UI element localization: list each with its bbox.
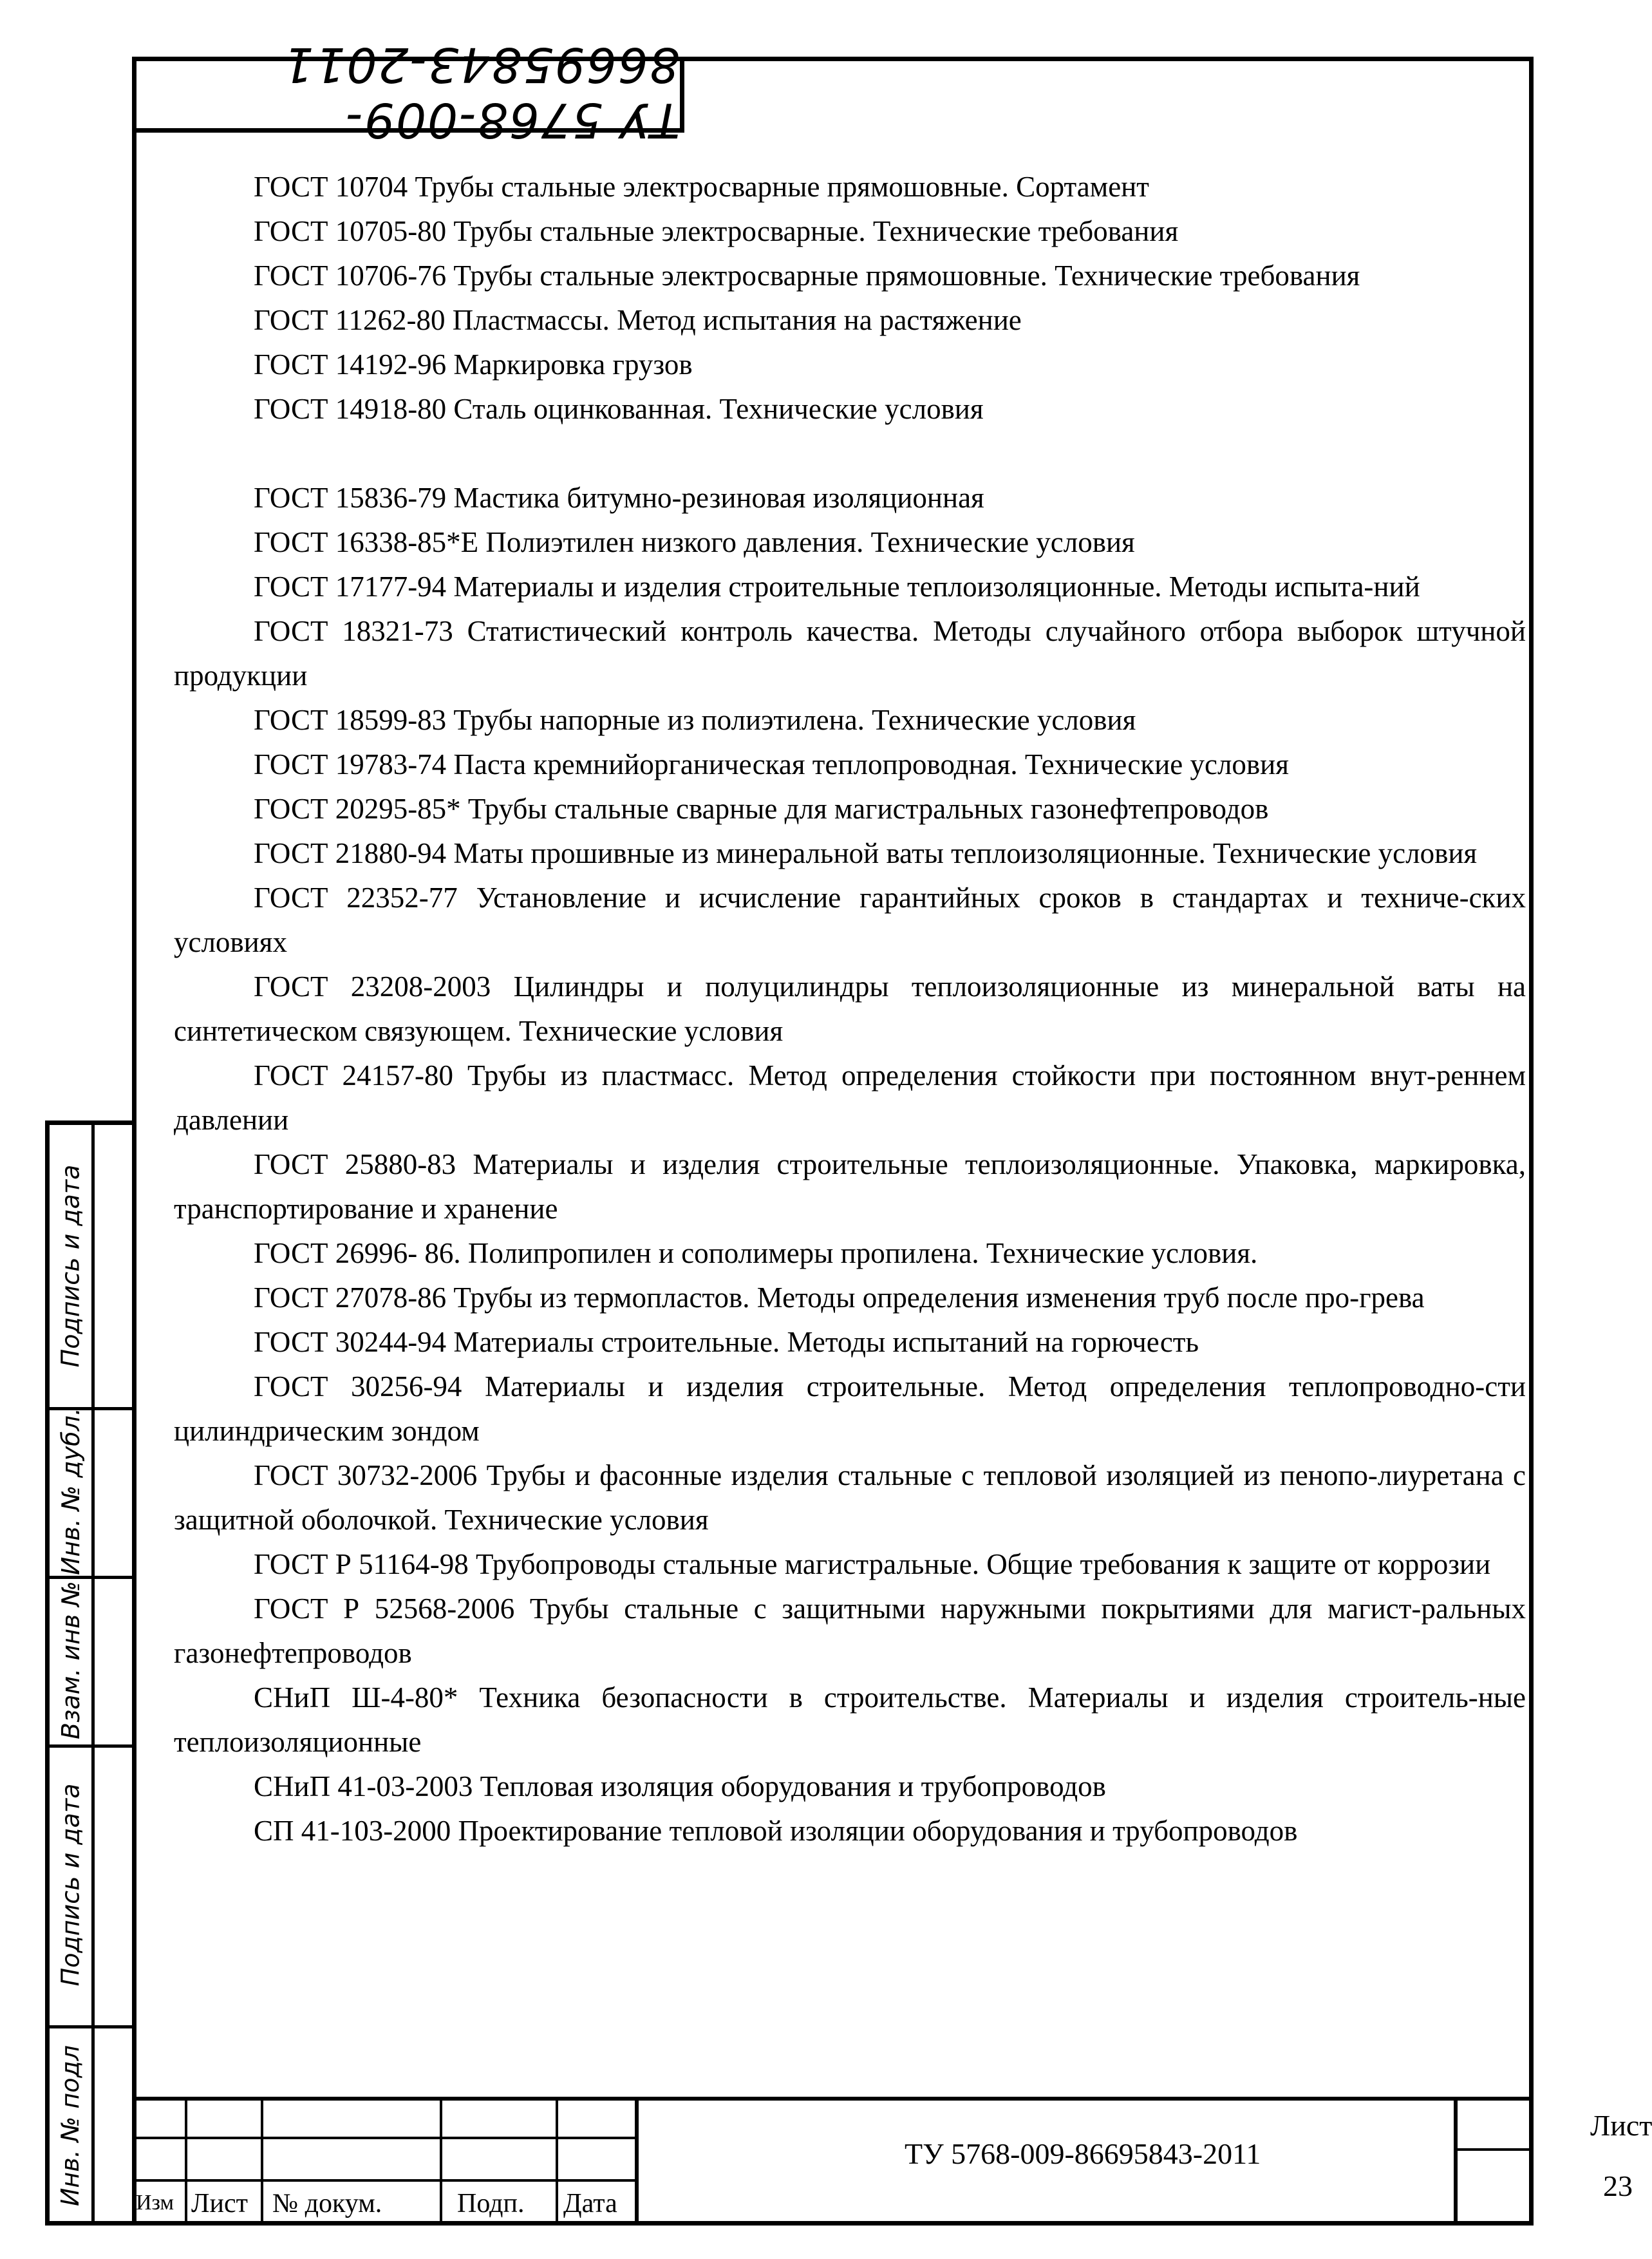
- reference-item: ГОСТ 17177-94 Материалы и изделия строительные теплоизоляционные. Методы испыта-ний: [254, 571, 1420, 603]
- margin-divider: [91, 1125, 95, 2221]
- header-stamp: ТУ 5768-009-86695843-2011: [282, 37, 680, 148]
- margin-label-inv-podl: Инв. № подл: [56, 2045, 85, 2206]
- reference-item: ГОСТ 10706-76 Трубы стальные электросварные прямошовные. Технические требования: [254, 260, 1360, 292]
- sheet-number: 23: [1603, 2169, 1633, 2202]
- reference-item: ГОСТ 11262-80 Пластмассы. Метод испытания на растяжение: [254, 304, 1022, 336]
- title-block-rule: [556, 2097, 558, 2226]
- reference-item: ГОСТ 26996- 86. Полипропилен и сополимеры пропилена. Технические условия.: [254, 1237, 1258, 1269]
- title-block-rule: [440, 2097, 442, 2226]
- sheet-label: Лист: [1590, 2109, 1652, 2142]
- title-block-border: [132, 2097, 1534, 2101]
- title-block-doc-number: ТУ 5768-009-86695843-2011: [905, 2137, 1261, 2170]
- title-block-rule: [261, 2097, 263, 2226]
- reference-item: ГОСТ 30244-94 Материалы строительные. Методы испытаний на горючесть: [254, 1326, 1199, 1358]
- title-block-rule: [185, 2097, 187, 2226]
- margin-label-inv-dubl: Инв. № дубл.: [56, 1408, 85, 1575]
- reference-item: ГОСТ 22352-77 Установление и исчисление гарантийных сроков в стандартах и техниче-ских условиях: [174, 882, 1526, 958]
- margin-stamp-strip: [45, 1120, 136, 2226]
- reference-item: ГОСТ 18599-83 Трубы напорные из полиэтилена. Технические условия: [254, 704, 1136, 736]
- col-data-label: Дата: [563, 2189, 617, 2218]
- margin-label-sign-date-2: Подпись и дата: [56, 1783, 85, 1987]
- reference-item: СНиП 41-03-2003 Тепловая изоляция оборудования и трубопроводов: [254, 1770, 1106, 1802]
- margin-label-sign-date-1: Подпись и дата: [56, 1164, 85, 1368]
- reference-item: ГОСТ 15836-79 Мастика битумно-резиновая изоляционная: [254, 482, 984, 514]
- col-doc-label: № докум.: [272, 2189, 382, 2218]
- reference-item: ГОСТ 27078-86 Трубы из термопластов. Методы определения изменения труб после про-грева: [254, 1281, 1425, 1314]
- reference-item: ГОСТ 30256-94 Материалы и изделия строительные. Метод определения теплопроводно-сти цилиндрическим зондом: [174, 1370, 1526, 1447]
- title-block-rule: [635, 2097, 639, 2226]
- header-stamp-box: [132, 37, 684, 148]
- references-list: [174, 165, 1526, 1853]
- reference-item: ГОСТ 18321-73 Статистический контроль качества. Методы случайного отбора выборок штучной продукции: [174, 615, 1526, 692]
- title-block-rule: [132, 2137, 637, 2139]
- col-izm-label: Изм: [136, 2191, 174, 2215]
- title-block-rule: [132, 2179, 637, 2182]
- margin-label-vzam-inv: Взам. инв №: [56, 1581, 85, 1739]
- reference-item: ГОСТ 20295-85* Трубы стальные сварные для магистральных газонефтепроводов: [254, 793, 1269, 825]
- reference-item: ГОСТ 21880-94 Маты прошивные из минеральной ваты теплоизоляционные. Технические условия: [254, 837, 1478, 869]
- title-block: [132, 2097, 1652, 2226]
- reference-item: ГОСТ 10705-80 Трубы стальные электросварные. Технические требования: [254, 215, 1179, 247]
- reference-item: ГОСТ 19783-74 Паста кремнийорганическая теплопроводная. Технические условия: [254, 748, 1289, 780]
- reference-item: ГОСТ 14192-96 Маркировка грузов: [254, 348, 693, 381]
- reference-item: ГОСТ 30732-2006 Трубы и фасонные изделия стальные с тепловой изоляцией из пенопо-лиуретана с защитной оболочкой. Технические условия: [174, 1459, 1526, 1536]
- col-list-label: Лист: [191, 2189, 248, 2218]
- reference-item: ГОСТ Р 52568-2006 Трубы стальные с защитными наружными покрытиями для магист-ральных газонефтепроводов: [174, 1593, 1526, 1669]
- col-podp-label: Подп.: [457, 2189, 525, 2218]
- reference-item: ГОСТ 23208-2003 Цилиндры и полуцилиндры теплоизоляционные из минеральной ваты на синтетическом связующем. Технические условия: [174, 970, 1526, 1047]
- reference-item: СНиП Ш-4-80* Техника безопасности в строительстве. Материалы и изделия строитель-ные теплоизоляционные: [174, 1681, 1526, 1758]
- reference-item: ГОСТ 25880-83 Материалы и изделия строительные теплоизоляционные. Упаковка, маркировка, транспортирование и хранение: [174, 1148, 1526, 1225]
- reference-item: ГОСТ Р 51164-98 Трубопроводы стальные магистральные. Общие требования к защите от коррозии: [254, 1548, 1491, 1580]
- reference-item: ГОСТ 10704 Трубы стальные электросварные прямошовные. Сортамент: [254, 171, 1149, 203]
- reference-item: СП 41-103-2000 Проектирование тепловой изоляции оборудования и трубопроводов: [254, 1815, 1298, 1847]
- reference-item: ГОСТ 24157-80 Трубы из пластмасс. Метод определения стойкости при постоянном внут-реннем давлении: [174, 1059, 1526, 1136]
- reference-item: ГОСТ 16338-85*Е Полиэтилен низкого давления. Технические условия: [254, 526, 1135, 558]
- reference-item: ГОСТ 14918-80 Сталь оцинкованная. Технические условия: [254, 393, 984, 425]
